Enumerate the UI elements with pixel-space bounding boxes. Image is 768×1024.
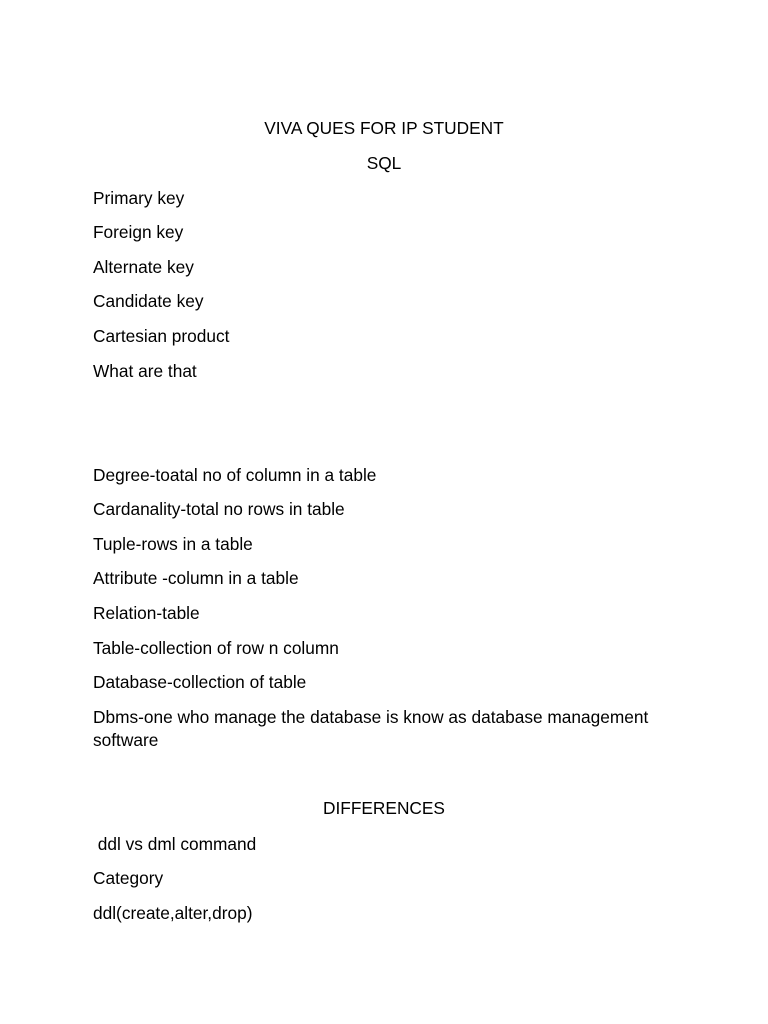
key-item-alternate: Alternate key bbox=[93, 257, 194, 277]
difference-item-category: Category bbox=[93, 868, 164, 888]
difference-item-ddl-commands: ddl(create,alter,drop) bbox=[93, 903, 253, 923]
key-item-candidate: Candidate key bbox=[93, 291, 204, 311]
definition-table: Table-collection of row n column bbox=[93, 638, 339, 658]
key-item-foreign: Foreign key bbox=[93, 222, 184, 242]
key-item-question: What are that bbox=[93, 361, 197, 381]
definition-degree: Degree-toatal no of column in a table bbox=[93, 465, 377, 485]
definition-dbms: Dbms-one who manage the database is know as database management software bbox=[93, 707, 649, 750]
section-heading-sql: SQL bbox=[366, 153, 402, 173]
document-title: VIVA QUES FOR IP STUDENT bbox=[264, 118, 504, 138]
key-item-primary: Primary key bbox=[93, 188, 185, 208]
definition-cardinality: Cardanality-total no rows in table bbox=[93, 499, 345, 519]
section-heading-differences: DIFFERENCES bbox=[323, 798, 445, 818]
definition-relation: Relation-table bbox=[93, 603, 200, 623]
key-item-cartesian: Cartesian product bbox=[93, 326, 230, 346]
definition-attribute: Attribute -column in a table bbox=[93, 568, 299, 588]
definition-tuple: Tuple-rows in a table bbox=[93, 534, 253, 554]
difference-item-ddl-vs-dml: ddl vs dml command bbox=[93, 834, 257, 854]
definition-database: Database-collection of table bbox=[93, 672, 307, 692]
